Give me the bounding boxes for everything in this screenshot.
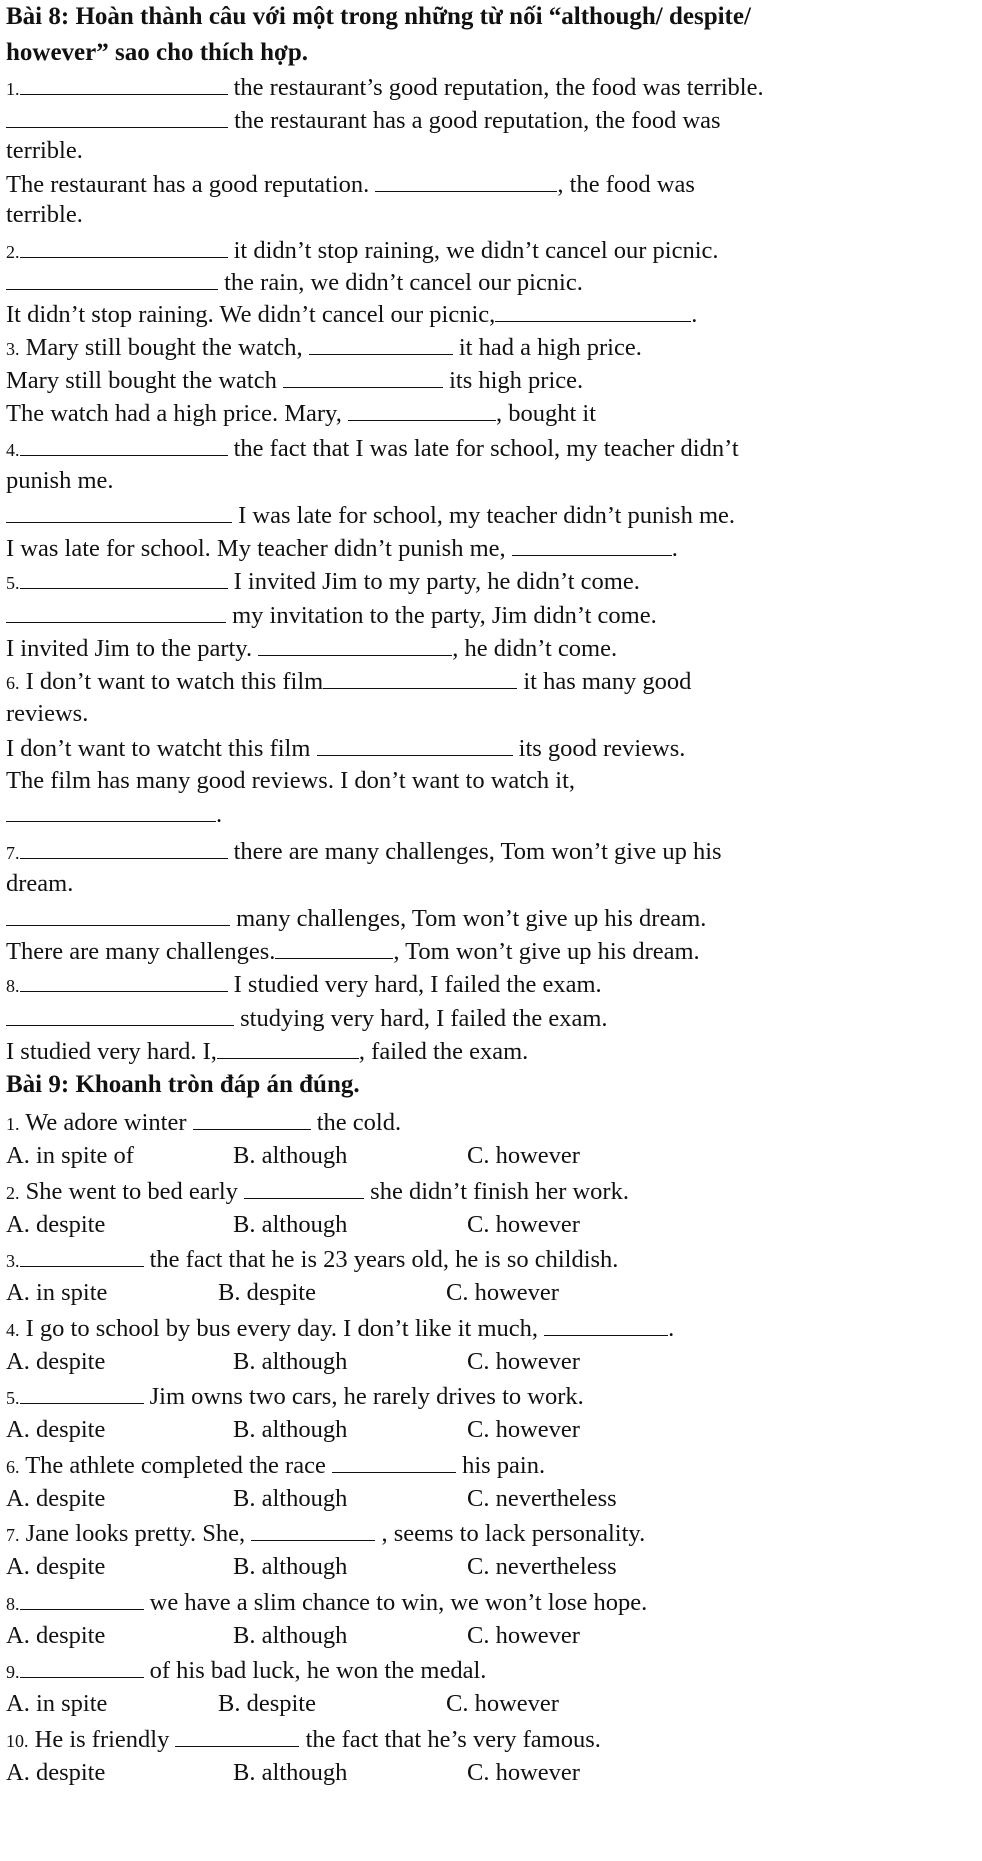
- ex8-item-5-line-b: my invitation to the party, Jim didn’t come.: [6, 600, 657, 631]
- answer-blank[interactable]: [6, 500, 232, 523]
- answer-blank[interactable]: [6, 600, 226, 623]
- ex8-item-7-line-a-continued: dream.: [6, 870, 74, 897]
- answer-option-b[interactable]: B. although: [233, 1553, 348, 1580]
- ex8-item-7-line-b: many challenges, Tom won’t give up his dream.: [6, 903, 706, 934]
- answer-blank[interactable]: [20, 836, 228, 859]
- question-text-after: , seems to lack personality.: [381, 1520, 646, 1547]
- ex8-item-3-line-c: The watch had a high price. Mary, , bought it: [6, 400, 597, 427]
- question-text-before: We adore winter: [25, 1109, 187, 1136]
- question-text-after: Jim owns two cars, he rarely drives to work.: [149, 1383, 584, 1410]
- ex8-item-1-line-a: 1. the restaurant’s good reputation, the food was terrible.: [6, 74, 764, 101]
- answer-option-c[interactable]: C. however: [467, 1758, 580, 1786]
- answer-blank[interactable]: [20, 433, 228, 456]
- question-text-after: we have a slim chance to win, we won’t lose hope.: [149, 1588, 648, 1616]
- ex8-item-6-line-c-continued: .: [6, 799, 222, 830]
- ex8-item-2-line-a: 2. it didn’t stop raining, we didn’t cancel our picnic.: [6, 237, 719, 264]
- answer-option-c[interactable]: C. nevertheless: [467, 1553, 617, 1580]
- answer-blank[interactable]: [20, 969, 228, 992]
- ex8-item-4-line-c: I was late for school. My teacher didn’t punish me, .: [6, 535, 678, 562]
- answer-blank[interactable]: [20, 235, 228, 258]
- ex9-question-10: [6, 1724, 601, 1756]
- answer-blank[interactable]: [317, 733, 513, 756]
- answer-option-a[interactable]: A. despite: [6, 1758, 106, 1786]
- ex9-question-4: [6, 1313, 674, 1345]
- question-number: 7.: [6, 1525, 20, 1545]
- ex9-question-9: [6, 1655, 486, 1687]
- answer-blank[interactable]: [323, 666, 517, 689]
- ex9-question-7: [6, 1518, 645, 1550]
- answer-option-a[interactable]: A. in spite: [6, 1690, 108, 1717]
- question-text-before: I go to school by bus every day. I don’t like it much,: [25, 1314, 538, 1342]
- question-number: 6.: [6, 1456, 20, 1477]
- ex8-item-5-line-c: I invited Jim to the party. , he didn’t come.: [6, 635, 618, 662]
- question-number: 9.: [6, 1662, 20, 1682]
- answer-option-c[interactable]: C. nevertheless: [467, 1484, 617, 1512]
- answer-blank[interactable]: [309, 332, 453, 355]
- ex9-question-2: [6, 1176, 629, 1208]
- question-text-after: the fact that he is 23 years old, he is so childish.: [149, 1246, 619, 1273]
- answer-option-c[interactable]: C. however: [467, 1142, 580, 1169]
- answer-blank[interactable]: [544, 1313, 668, 1336]
- answer-option-b[interactable]: B. although: [233, 1416, 348, 1443]
- ex8-item-2-line-b: the rain, we didn’t cancel our picnic.: [6, 267, 583, 298]
- answer-option-c[interactable]: C. however: [467, 1621, 580, 1649]
- ex8-item-1-line-b-continued: terrible.: [6, 137, 83, 164]
- ex8-item-3-line-a: 3. Mary still bought the watch, it had a high price.: [6, 334, 642, 361]
- question-text-after: she didn’t finish her work.: [370, 1177, 629, 1205]
- answer-blank[interactable]: [20, 566, 228, 589]
- answer-blank[interactable]: [175, 1724, 299, 1747]
- answer-blank[interactable]: [6, 903, 230, 926]
- ex8-item-6-line-c: The film has many good reviews. I don’t want to watch it,: [6, 767, 576, 794]
- ex8-item-8-line-c: I studied very hard. I, , failed the exam.: [6, 1038, 529, 1065]
- exercise-8-title: Bài 8: Hoàn thành câu với một trong những từ nối “although/ despite/: [6, 3, 751, 30]
- answer-blank[interactable]: [20, 72, 228, 95]
- ex8-item-1-line-c-continued: terrible.: [6, 201, 83, 228]
- question-number: 4.: [6, 1319, 20, 1340]
- answer-blank[interactable]: [20, 1381, 144, 1404]
- ex9-question-3: [6, 1244, 618, 1276]
- ex9-question-8: [6, 1587, 647, 1619]
- answer-option-a[interactable]: A. despite: [6, 1347, 106, 1375]
- question-number: 1.: [6, 1114, 20, 1134]
- answer-option-b[interactable]: B. despite: [218, 1279, 316, 1306]
- answer-blank[interactable]: [6, 1003, 234, 1026]
- question-text-after: of his bad luck, he won the medal.: [149, 1657, 487, 1684]
- answer-option-b[interactable]: B. although: [233, 1621, 348, 1649]
- ex8-item-7-line-a: 7. there are many challenges, Tom won’t give up his: [6, 838, 722, 865]
- ex8-item-6-line-a: 6. I don’t want to watch this film it has many good: [6, 668, 692, 695]
- ex8-item-7-line-c: There are many challenges. , Tom won’t give up his dream.: [6, 938, 700, 965]
- answer-blank[interactable]: [244, 1176, 364, 1199]
- answer-blank[interactable]: [217, 1036, 359, 1059]
- ex8-item-1-line-c: The restaurant has a good reputation. , the food was: [6, 171, 695, 198]
- answer-option-c[interactable]: C. however: [467, 1347, 580, 1375]
- ex8-item-4-line-a-continued: punish me.: [6, 467, 114, 494]
- ex8-item-4-line-b: I was late for school, my teacher didn’t punish me.: [6, 500, 735, 531]
- answer-blank[interactable]: [251, 1518, 375, 1541]
- question-number: 5.: [6, 1388, 20, 1408]
- answer-option-a[interactable]: A. despite: [6, 1484, 106, 1512]
- question-text-after: the cold.: [316, 1109, 402, 1136]
- answer-option-c[interactable]: C. however: [467, 1210, 580, 1238]
- answer-blank[interactable]: [283, 365, 443, 388]
- answer-blank[interactable]: [20, 1655, 144, 1678]
- ex8-item-6-line-a-continued: reviews.: [6, 700, 89, 727]
- question-number: 10.: [6, 1730, 29, 1751]
- answer-option-a[interactable]: A. despite: [6, 1553, 106, 1580]
- question-number: 8.: [6, 1593, 20, 1614]
- answer-blank[interactable]: [512, 533, 672, 556]
- ex8-item-2-line-c: It didn’t stop raining. We didn’t cancel our picnic, .: [6, 301, 698, 328]
- answer-blank[interactable]: [258, 633, 452, 656]
- answer-option-a[interactable]: A. in spite: [6, 1279, 108, 1306]
- answer-blank[interactable]: [375, 169, 557, 192]
- answer-option-b[interactable]: B. although: [233, 1758, 348, 1786]
- answer-blank[interactable]: [495, 299, 691, 322]
- ex9-question-1: [6, 1107, 401, 1139]
- question-number: 3.: [6, 1251, 20, 1271]
- exercise-9-title: Bài 9: Khoanh tròn đáp án đúng.: [6, 1071, 360, 1098]
- question-text-before: He is friendly: [34, 1725, 170, 1753]
- answer-option-b[interactable]: B. despite: [218, 1690, 316, 1717]
- question-text-before: She went to bed early: [25, 1177, 238, 1205]
- answer-option-c[interactable]: C. however: [446, 1690, 559, 1717]
- ex8-item-8-line-b: studying very hard, I failed the exam.: [6, 1003, 608, 1034]
- answer-blank[interactable]: [6, 799, 216, 822]
- ex8-item-8-line-a: 8. I studied very hard, I failed the exam.: [6, 971, 602, 998]
- answer-option-a[interactable]: A. in spite of: [6, 1142, 134, 1169]
- answer-blank[interactable]: [6, 267, 218, 290]
- ex9-question-5: [6, 1381, 584, 1413]
- question-text-after: .: [668, 1314, 675, 1342]
- answer-option-a[interactable]: A. despite: [6, 1416, 106, 1443]
- answer-option-b[interactable]: B. although: [233, 1142, 348, 1169]
- answer-option-c[interactable]: C. however: [467, 1416, 580, 1443]
- ex8-item-1-line-b: the restaurant has a good reputation, the food was: [6, 105, 721, 136]
- answer-blank[interactable]: [6, 105, 228, 128]
- answer-option-b[interactable]: B. although: [233, 1347, 348, 1375]
- question-text-before: Jane looks pretty. She,: [25, 1520, 246, 1547]
- answer-option-a[interactable]: A. despite: [6, 1210, 106, 1238]
- ex8-item-3-line-b: Mary still bought the watch its high price.: [6, 367, 584, 394]
- answer-blank[interactable]: [20, 1587, 144, 1610]
- answer-blank[interactable]: [348, 398, 496, 421]
- answer-blank[interactable]: [332, 1450, 456, 1473]
- exercise-8-title-continued: however” sao cho thích hợp.: [6, 39, 309, 66]
- ex8-item-4-line-a: 4. the fact that I was late for school, my teacher didn’t: [6, 435, 739, 462]
- question-text-after: his pain.: [462, 1451, 546, 1479]
- ex8-item-5-line-a: 5. I invited Jim to my party, he didn’t come.: [6, 568, 640, 595]
- answer-option-c[interactable]: C. however: [446, 1279, 559, 1306]
- answer-blank[interactable]: [193, 1107, 311, 1130]
- answer-blank[interactable]: [275, 936, 393, 959]
- question-number: 2.: [6, 1182, 20, 1203]
- answer-option-b[interactable]: B. although: [233, 1210, 348, 1238]
- answer-option-a[interactable]: A. despite: [6, 1621, 106, 1649]
- ex9-question-6: [6, 1450, 545, 1482]
- answer-option-b[interactable]: B. although: [233, 1484, 348, 1512]
- ex8-item-6-line-b: I don’t want to watcht this film its good reviews.: [6, 735, 686, 762]
- question-text-before: The athlete completed the race: [25, 1451, 326, 1479]
- question-text-after: the fact that he’s very famous.: [305, 1725, 601, 1753]
- answer-blank[interactable]: [20, 1244, 144, 1267]
